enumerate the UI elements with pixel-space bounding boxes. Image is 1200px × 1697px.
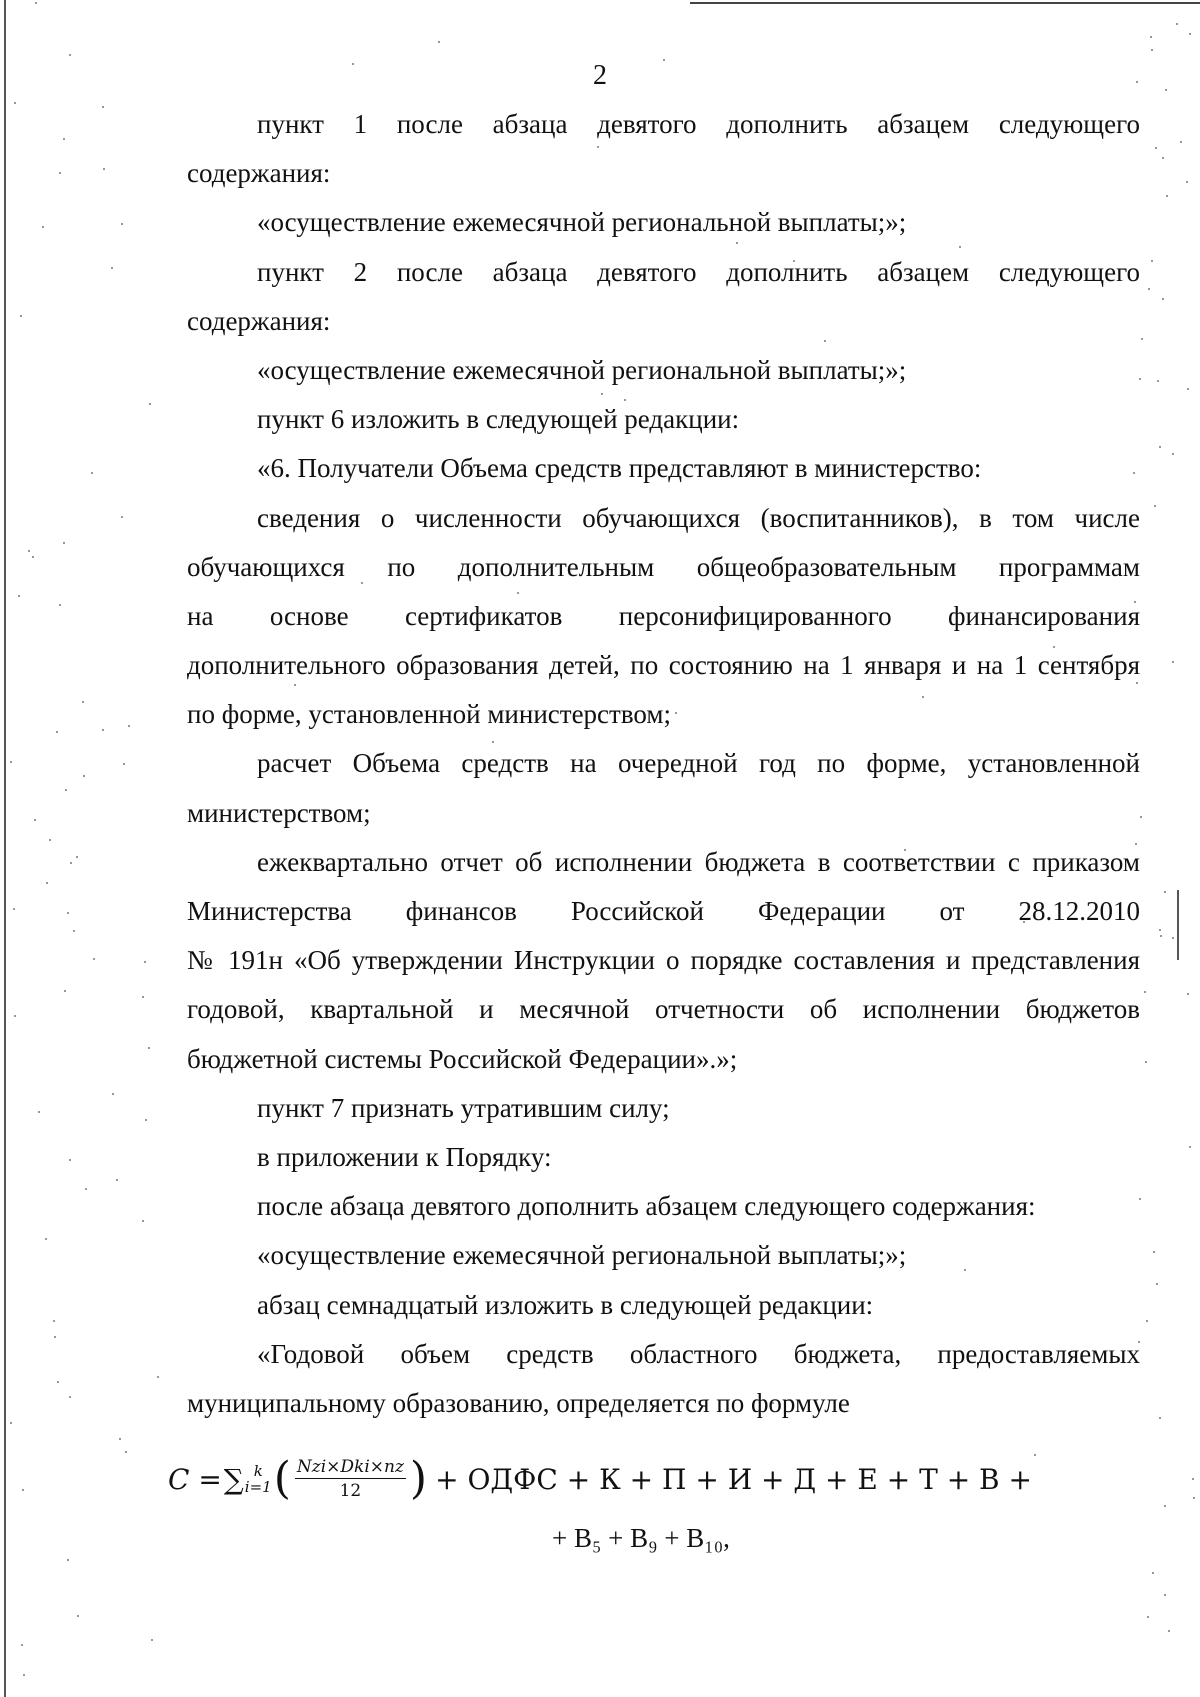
scan-speck <box>151 1639 153 1641</box>
scan-speck <box>144 961 146 963</box>
scan-speck <box>1140 816 1142 818</box>
text-line: пункт 1 после абзаца девятого дополнить абзацем следующего <box>257 109 1140 139</box>
scan-speck <box>1154 505 1156 507</box>
scan-speck <box>93 958 95 960</box>
text-line: на основе сертификатов персонифицированного финансирования <box>187 600 1140 631</box>
sum-lower-limit: i=1 <box>244 1478 272 1496</box>
scan-speck <box>1187 388 1189 390</box>
formula-lhs: C = <box>168 1462 222 1496</box>
scan-speck <box>1157 380 1159 382</box>
scan-speck <box>1186 181 1188 183</box>
scan-speck <box>82 701 84 703</box>
scan-speck <box>67 1559 69 1561</box>
scan-speck <box>13 908 15 910</box>
scan-speck <box>57 1381 59 1383</box>
scan-speck <box>35 2 37 4</box>
fraction <box>295 1457 406 1501</box>
scan-speck <box>56 731 58 733</box>
text-line: расчет Объема средств на очередной год по форме, установленной <box>257 748 1140 779</box>
scan-speck <box>1164 891 1166 893</box>
scan-speck <box>142 1220 144 1222</box>
scan-speck <box>1141 338 1143 340</box>
text-line: пункт 7 признать утратившим силу; <box>257 1092 670 1123</box>
scan-speck <box>1166 195 1168 197</box>
scan-speck <box>18 595 20 597</box>
scan-speck <box>23 1674 25 1676</box>
scan-speck <box>1180 141 1182 143</box>
scan-speck <box>1162 157 1164 159</box>
scan-speck <box>103 168 105 170</box>
scan-speck <box>49 839 51 841</box>
scan-speck <box>1034 1454 1036 1456</box>
scan-speck <box>1147 1616 1149 1618</box>
scan-speck <box>28 550 30 552</box>
formula-continuation: + В₅ + В₉ + В₁₀, <box>552 1523 730 1553</box>
scan-speck <box>1189 33 1191 35</box>
scan-speck <box>38 1111 40 1113</box>
scan-speck <box>1155 147 1157 149</box>
scan-edge-top <box>690 2 1200 4</box>
scan-speck <box>10 761 12 763</box>
scan-speck <box>59 172 61 174</box>
scan-speck <box>1159 929 1161 931</box>
text-line: абзац семнадцатый изложить в следующей редакции: <box>257 1289 874 1320</box>
sigma-symbol: ∑ <box>223 1462 244 1496</box>
scan-speck <box>1172 453 1174 455</box>
text-line: пункт 2 после абзаца девятого дополнить абзацем следующего <box>257 256 1140 287</box>
text-line: сведения о численности обучающихся (воспитанников), в том числе <box>257 502 1140 533</box>
scan-speck <box>121 223 123 225</box>
text-line: в приложении к Порядку: <box>257 1141 552 1172</box>
scan-speck <box>91 472 93 474</box>
scan-speck <box>1176 23 1178 25</box>
scan-speck <box>1150 36 1152 38</box>
scan-speck <box>14 1015 16 1017</box>
left-paren: ( <box>273 1453 291 1504</box>
sum-operator <box>224 1463 272 1496</box>
text-line: «осуществление ежемесячной региональной выплаты;»; <box>257 207 907 238</box>
text-line: «осуществление ежемесячной региональной выплаты;»; <box>257 1240 907 1271</box>
scan-speck <box>53 1320 55 1322</box>
text-line: после абзаца девятого дополнить абзацем следующего содержания: <box>257 1191 1036 1222</box>
scan-speck <box>112 1093 114 1095</box>
scan-speck <box>123 763 125 765</box>
scan-speck <box>1152 1572 1154 1574</box>
scan-speck <box>69 1396 71 1398</box>
formula <box>0 1453 1200 1504</box>
page-number: 2 <box>593 60 607 91</box>
scan-speck <box>63 138 65 140</box>
scan-speck <box>1151 49 1153 51</box>
scan-speck <box>1168 1630 1170 1632</box>
text-line: Министерства финансов Российской Федерации от 28.12.2010 <box>187 896 1140 926</box>
text-line: по форме, установленной министерством; <box>187 699 671 730</box>
scan-speck <box>59 604 61 606</box>
scan-speck <box>64 990 66 992</box>
formula-terms: + ОДФС + К + П + И + Д + Е + Т + В + <box>435 1462 1032 1496</box>
scan-speck <box>20 315 22 317</box>
text-line: пункт 6 изложить в следующей редакции: <box>257 404 740 435</box>
text-line: муниципальному образованию, определяется по формуле <box>187 1387 850 1418</box>
scan-speck <box>1159 446 1161 448</box>
scan-speck <box>69 54 71 56</box>
scan-speck <box>1151 260 1153 262</box>
scan-speck <box>65 789 67 791</box>
scan-speck <box>1160 935 1162 937</box>
scan-speck <box>149 403 151 405</box>
scan-speck <box>83 775 85 777</box>
scan-edge-left <box>4 0 6 1697</box>
fraction-numerator: Nzi×Dki×nz <box>296 1457 404 1477</box>
scan-speck <box>14 102 16 104</box>
scan-speck <box>1189 1146 1191 1148</box>
text-line: содержания: <box>187 305 331 336</box>
scan-speck <box>1187 993 1189 995</box>
scan-speck <box>32 556 34 558</box>
text-line: № 191н «Об утверждении Инструкции о порядке составления и представления <box>187 945 1140 976</box>
text-line: бюджетной системы Российской Федерации».»; <box>187 1043 738 1074</box>
text-line: «Годовой объем средств областного бюджета, предоставляемых <box>257 1338 1140 1369</box>
scan-speck <box>1156 1283 1158 1285</box>
scan-speck <box>116 1179 118 1181</box>
scan-speck <box>102 729 104 731</box>
text-line: министерством; <box>187 797 371 828</box>
scan-mark-right <box>1177 890 1179 960</box>
scan-speck <box>1146 1320 1148 1322</box>
scan-speck <box>54 1336 56 1338</box>
fraction-denominator: 12 <box>339 1481 362 1501</box>
sum-upper-limit: k <box>253 1461 263 1480</box>
text-line: «осуществление ежемесячной региональной выплаты;»; <box>257 354 907 385</box>
text-line: ежеквартально отчет об исполнении бюджета в соответствии с приказом <box>257 846 1140 877</box>
scan-speck <box>46 882 48 884</box>
text-line: содержания: <box>187 158 331 189</box>
scan-speck <box>34 819 36 821</box>
scan-speck <box>1145 1061 1147 1063</box>
scan-speck <box>157 1376 159 1378</box>
scan-speck <box>1159 1417 1161 1419</box>
scan-speck <box>1144 991 1146 993</box>
scan-speck <box>73 930 75 932</box>
scan-speck <box>67 912 69 914</box>
scan-speck <box>42 226 44 228</box>
scan-speck <box>1162 298 1164 300</box>
scan-speck <box>1172 937 1174 939</box>
scan-speck <box>142 996 144 998</box>
scan-speck <box>85 1188 87 1190</box>
scan-speck <box>111 267 113 269</box>
scan-speck <box>1172 661 1174 663</box>
text-line: «6. Получатели Объема средств представляют в министерство: <box>257 453 982 484</box>
scan-speck <box>69 1159 71 1161</box>
scan-speck <box>125 1451 127 1453</box>
text-line: годовой, квартальной и месячной отчетности об исполнении бюджетов <box>187 994 1140 1025</box>
scan-speck <box>121 516 123 518</box>
scan-speck <box>76 856 78 858</box>
scan-speck <box>21 1644 23 1646</box>
scan-speck <box>1148 288 1150 290</box>
text-line: обучающихся по дополнительным общеобразовательным программам <box>187 551 1140 582</box>
scan-speck <box>128 725 130 727</box>
scan-speck <box>145 1119 147 1121</box>
scan-speck <box>63 542 65 544</box>
scan-speck <box>1153 1251 1155 1253</box>
text-line: дополнительного образования детей, по состоянию на 1 января и на 1 сентября <box>187 650 1140 681</box>
right-paren: ) <box>409 1453 428 1504</box>
scan-speck <box>70 862 72 864</box>
scan-speck <box>438 41 440 43</box>
scan-speck <box>1164 1594 1166 1596</box>
scan-speck <box>10 1422 12 1424</box>
body-text <box>187 100 1140 1428</box>
scan-speck <box>102 106 104 108</box>
scan-speck <box>148 1047 150 1049</box>
scan-speck <box>45 1238 47 1240</box>
scan-speck <box>77 1615 79 1617</box>
scan-speck <box>1164 1505 1166 1507</box>
scan-speck <box>119 1438 121 1440</box>
